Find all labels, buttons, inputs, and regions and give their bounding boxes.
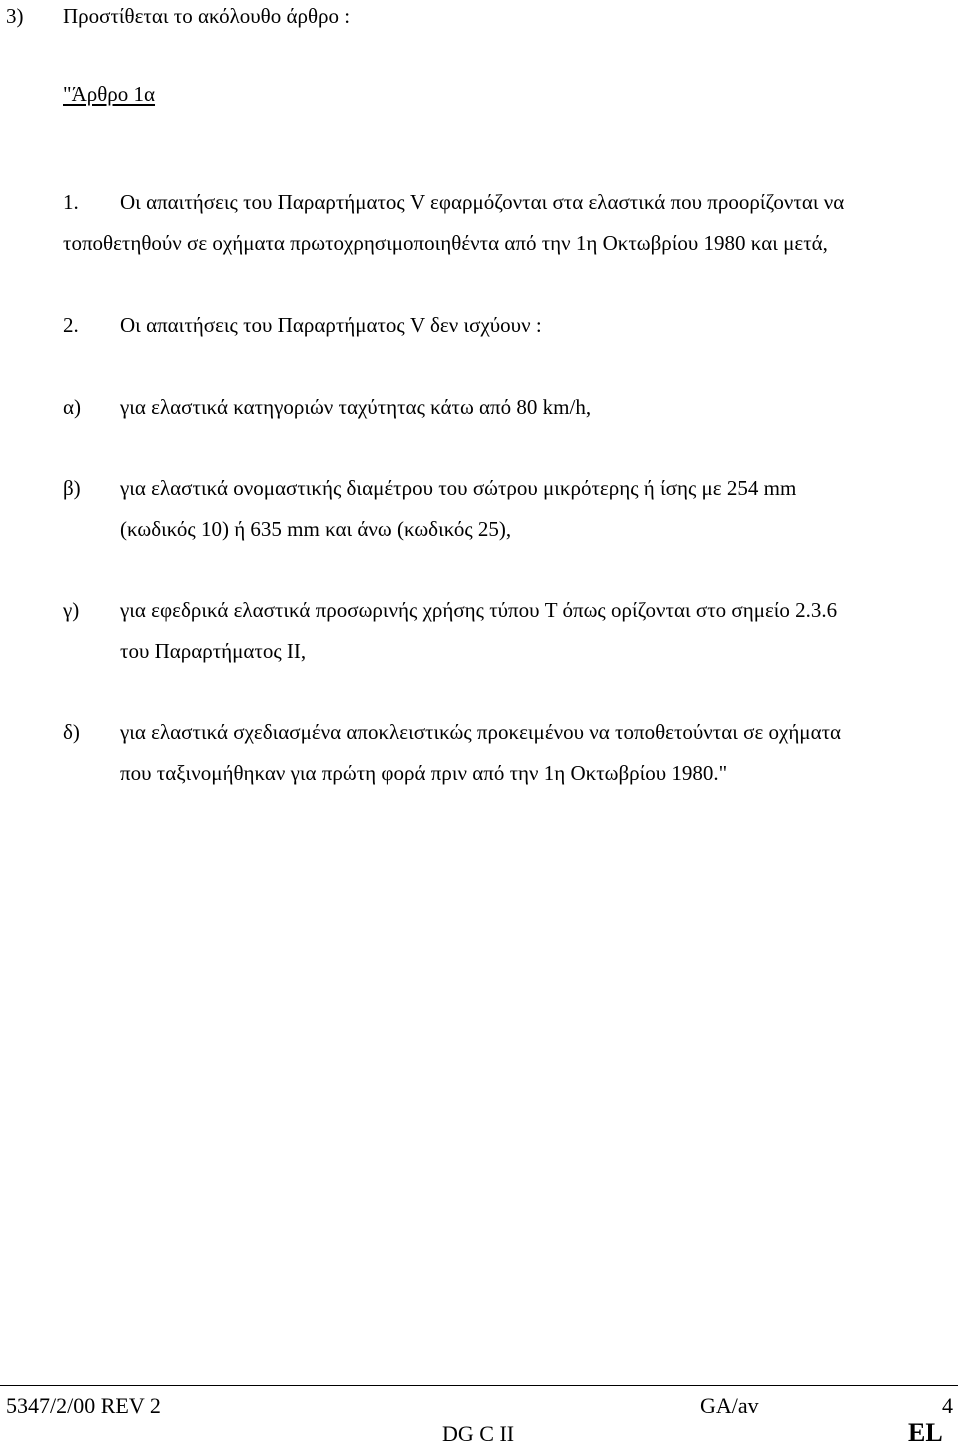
footer-reference: 5347/2/00 REV 2 — [6, 1393, 161, 1418]
footer-language-code: EL — [908, 1418, 943, 1447]
paragraph-1-line-1: Οι απαιτήσεις του Παραρτήματος V εφαρμόζονται στα ελαστικά που προορίζονται να — [120, 190, 845, 214]
paragraph-2-marker: 2. — [63, 313, 79, 337]
item-gamma-marker: γ) — [63, 598, 80, 622]
item-gamma-line-2: του Παραρτήματος II, — [120, 639, 307, 663]
paragraph-1-line-2: τοποθετηθούν σε οχήματα πρωτοχρησιμοποιηθέντα από την 1η Οκτωβρίου 1980 και μετά, — [63, 231, 828, 255]
item-alpha-marker: α) — [63, 395, 81, 419]
footer-page-number: 4 — [942, 1393, 953, 1418]
footer-initials: GA/av — [700, 1393, 759, 1418]
item-3-text: Προστίθεται το ακόλουθο άρθρο : — [63, 4, 351, 28]
item-beta-marker: β) — [63, 476, 81, 500]
item-beta-line-2: (κωδικός 10) ή 635 mm και άνω (κωδικός 25), — [120, 517, 512, 541]
item-alpha-line-1: για ελαστικά κατηγοριών ταχύτητας κάτω από 80 km/h, — [120, 395, 592, 419]
item-delta-line-2: που ταξινομήθηκαν για πρώτη φορά πριν από την 1η Οκτωβρίου 1980." — [120, 761, 728, 785]
item-3-marker: 3) — [6, 4, 24, 28]
item-beta-line-1: για ελαστικά ονομαστικής διαμέτρου του σώτρου μικρότερης ή ίσης με 254 mm — [120, 476, 797, 500]
paragraph-1-marker: 1. — [63, 190, 79, 214]
item-delta-marker: δ) — [63, 720, 80, 744]
item-gamma-line-1: για εφεδρικά ελαστικά προσωρινής χρήσης τύπου T όπως ορίζονται στο σημείο 2.3.6 — [120, 598, 838, 622]
item-delta-line-1: για ελαστικά σχεδιασμένα αποκλειστικώς προκειμένου να τοποθετούνται σε οχήματα — [120, 720, 842, 744]
footer-directorate: DG C II — [442, 1421, 515, 1446]
paragraph-2-text: Οι απαιτήσεις του Παραρτήματος V δεν ισχύουν : — [120, 313, 542, 337]
footer-divider — [0, 1385, 958, 1386]
article-heading: "Άρθρο 1α — [63, 82, 156, 106]
